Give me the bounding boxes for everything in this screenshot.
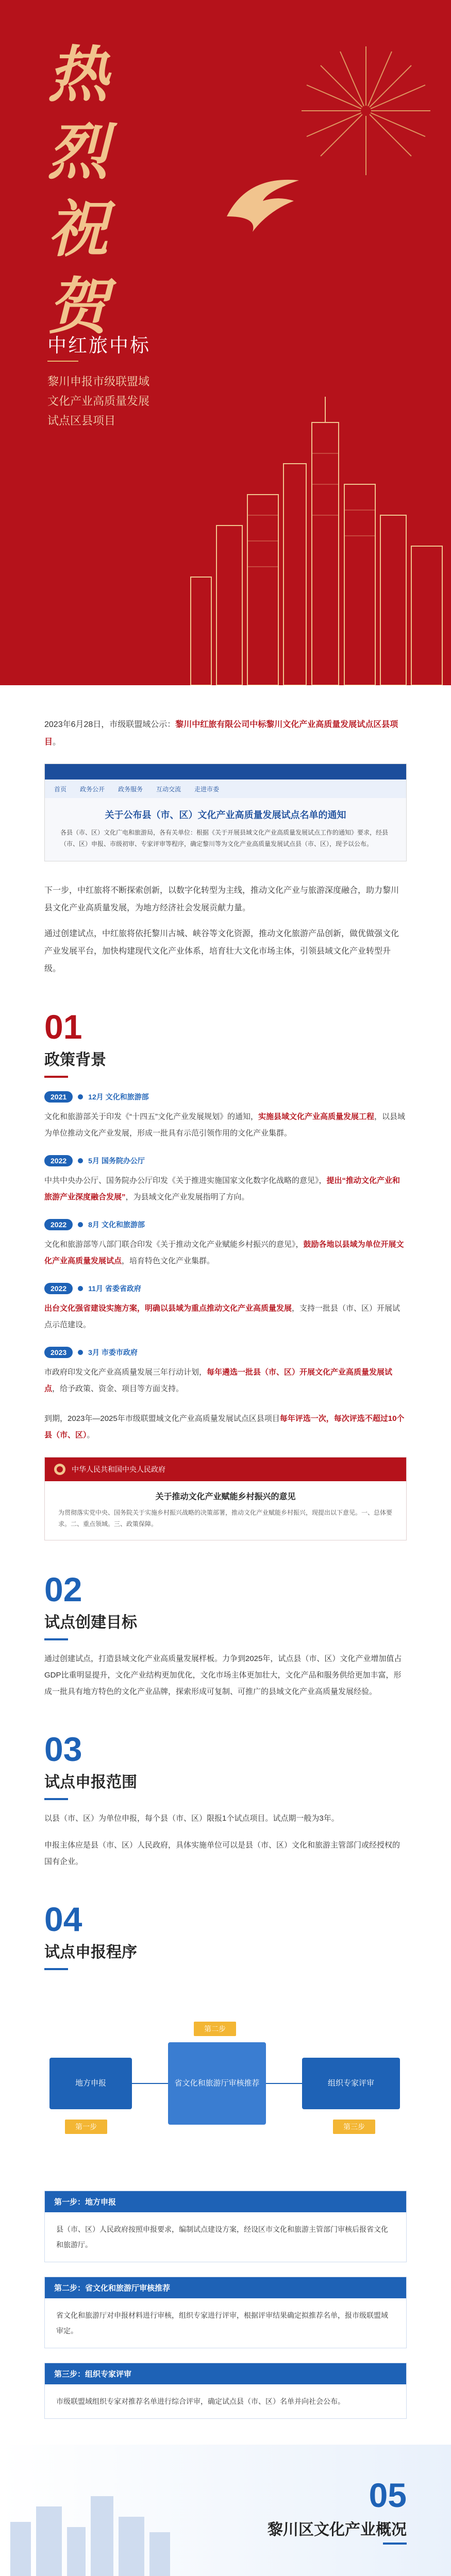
intro-lead: 2023年6月28日，市级联盟域公示： (44, 720, 176, 729)
step-label: 第一步 (65, 2120, 107, 2134)
skyline-illustration (0, 2476, 258, 2576)
gov-body (45, 1481, 406, 1540)
event-date: 5月 国务院办公厅 (88, 1157, 145, 1165)
timeline-dot-icon (78, 1222, 83, 1227)
intro-paragraph (0, 685, 451, 751)
gov-title: 关于推动文化产业赋能乡村振兴的意见 (155, 1493, 296, 1501)
event-year: 2022 (44, 1155, 73, 1166)
gov-doc-screenshot (44, 1457, 407, 1540)
event-text-red: 提出“推动文化产业和旅游产业深度融合发展” (44, 1176, 400, 1201)
event-text-pre: 市政府印发文化产业高质量发展三年行动计划， (44, 1368, 207, 1377)
section-title: 黎川区文化产业概况 (268, 2521, 407, 2538)
site-nav-item[interactable]: 政务公开 (80, 785, 105, 793)
section-title: 试点申报程序 (44, 1944, 137, 1961)
card-body: 省文化和旅游厅对申报材料进行审核，组织专家进行评审，根据评审结果确定拟推荐名单，报市级联盟域审定。 (56, 2311, 388, 2335)
notice-text: 各县（市、区）文化广电和旅游局，各有关单位：根据《关于开展县域文化产业高质量发展试点工作的通知》要求，经县（市、区）申报、市级初审、专家评审等程序，确定黎川等为文化产业高质量发展试点县（市、区），现予以公布。 (60, 829, 389, 848)
timeline-dot-icon (78, 1286, 83, 1291)
section-application-procedure (0, 1870, 451, 1970)
timeline-dot-icon (78, 1350, 83, 1355)
section-number: 02 (44, 1570, 82, 1608)
section-number: 01 (44, 1008, 82, 1046)
section-title: 政策背景 (44, 1052, 106, 1069)
timeline-event (44, 1091, 407, 1142)
procedure-step-1: 地方申报 (49, 2058, 132, 2109)
site-nav-item[interactable]: 首页 (54, 785, 67, 793)
section-title: 试点创建目标 (44, 1614, 137, 1631)
gov-header-text: 中华人民共和国中央人民政府 (72, 1465, 165, 1473)
event-text (44, 1300, 407, 1333)
hero-char: 烈 (47, 116, 109, 188)
event-text (44, 1173, 407, 1206)
hero-char: 祝 (47, 193, 109, 265)
procedure-card (44, 2363, 407, 2419)
step-label: 第二步 (194, 2022, 236, 2036)
event-date: 11月 省委省政府 (88, 1284, 141, 1293)
timeline-event (44, 1347, 407, 1397)
closing-post: 。 (87, 1431, 95, 1439)
site-top-bar (45, 764, 406, 779)
event-text-pre: 中共中央办公厅、国务院办公厅印发《关于推进实施国家文化数字化战略的意见》， (44, 1176, 327, 1185)
golden-dragon-logo-icon (216, 165, 309, 237)
event-text-red: 出台文化强省建设实施方案，明确以县域为重点推动文化产业高质量发展 (44, 1304, 292, 1313)
notice-screenshot (44, 764, 407, 861)
hero-char: 热 (47, 39, 109, 110)
card-body: 县（市、区）人民政府按照申报要求，编制试点建设方案，经设区市文化和旅游主管部门审核后报省文化和旅游厅。 (56, 2225, 388, 2249)
section-text: 申报主体应是县（市、区）人民政府，具体实施单位可以是县（市、区）文化和旅游主管部门或经授权的国有企业。 (44, 1841, 400, 1866)
event-date: 3月 市委市政府 (88, 1348, 138, 1357)
notice-body (45, 798, 406, 861)
procedure-card (44, 2277, 407, 2348)
procedure-step-2: 省文化和旅游厅审核推荐 (168, 2042, 266, 2125)
section-rule (44, 1076, 68, 1078)
event-year: 2021 (44, 1091, 73, 1103)
event-text (44, 1364, 407, 1397)
closing-pre: 到期，2023年—2025年市级联盟域文化产业高质量发展试点区县项目 (44, 1414, 280, 1423)
event-text-post: ，给予政策、资金、项目等方面支持。 (52, 1384, 184, 1393)
step-label: 第三步 (333, 2120, 375, 2134)
card-body: 市级联盟域组织专家对推荐名单进行综合评审，确定试点县（市、区）名单并向社会公布。 (56, 2397, 345, 2405)
event-text-red: 鼓励各地以县域为单位开展文化产业高质量发展试点 (44, 1240, 404, 1265)
event-text-post: ，支持一批县（市、区）开展试点示范建设。 (44, 1304, 400, 1329)
hero-sub-line: 试点区县项目 (47, 414, 116, 427)
site-nav-item[interactable]: 互动交流 (156, 785, 181, 793)
section-rule (44, 1638, 68, 1640)
event-year: 2022 (44, 1219, 73, 1230)
hero-sub-line: 文化产业高质量发展 (47, 395, 150, 408)
hero-title (47, 36, 120, 345)
intro-paragraph-3: 通过创建试点，中红旅将依托黎川古城、峡谷等文化资源，推动文化旅游产品创新，做优做强文化产业发展平台，加快构建现代文化产业体系，培育壮大文化市场主体，引领县域文化产业转型升级。 (44, 929, 399, 973)
section-rule (44, 1968, 68, 1970)
intro-tail: 。 (53, 738, 61, 747)
event-text-red: 实施县域文化产业高质量发展工程 (258, 1112, 375, 1121)
procedure-step-3: 组织专家评审 (302, 2058, 400, 2109)
event-text-pre: 文化和旅游部等八部门联合印发《关于推动文化产业赋能乡村振兴的意见》， (44, 1240, 304, 1249)
closing-red: 每年评选一次，每次评选不超过10个县（市、区） (44, 1414, 405, 1439)
hero-divider (47, 361, 78, 362)
event-text-post: ，培育特色文化产业集群。 (122, 1257, 215, 1265)
timeline-dot-icon (78, 1158, 83, 1163)
event-text-post: ，以县域为单位推动文化产业发展，形成一批具有示范引领作用的文化产业集群。 (44, 1112, 406, 1138)
section-text: 以县（市、区）为单位申报，每个县（市、区）限报1个试点项目。试点期一般为3年。 (44, 1814, 339, 1823)
section-number: 04 (44, 1900, 82, 1938)
hero-sub-lines (47, 372, 149, 431)
event-text (44, 1236, 407, 1269)
city-skyline-illustration (186, 392, 451, 685)
section-industry-overview-banner (0, 2445, 451, 2576)
event-date: 12月 文化和旅游部 (88, 1093, 149, 1101)
section-policy-background (0, 978, 451, 1444)
timeline-event (44, 1219, 407, 1269)
section-application-scope (0, 1700, 451, 1800)
procedure-diagram (44, 1991, 407, 2176)
intro-paragraph-2: 下一步，中红旅将不断探索创新，以数字化转型为主线，推动文化产业与旅游深度融合，助力黎川县文化产业高质量发展，为地方经济社会发展贡献力量。 (44, 886, 399, 912)
hero-sub-line: 黎川申报市级联盟域 (47, 375, 150, 388)
hero-subtitle: 中红旅中标 (47, 335, 151, 356)
timeline-event (44, 1283, 407, 1333)
event-text-post: ，为县域文化产业发展指明了方向。 (125, 1193, 249, 1201)
section-pilot-goal (0, 1540, 451, 1640)
event-text-red: 每年遴选一批县（市、区）开展文化产业高质量发展试点 (44, 1368, 393, 1393)
gov-header (45, 1458, 406, 1481)
notice-title: 关于公布县（市、区）文化产业高质量发展试点名单的通知 (105, 810, 346, 820)
national-emblem-icon (53, 1463, 66, 1476)
timeline-event (44, 1155, 407, 1206)
section-rule (44, 1798, 68, 1800)
site-nav (45, 779, 406, 798)
timeline-dot-icon (78, 1094, 83, 1099)
section-title: 试点申报范围 (44, 1774, 137, 1791)
card-header: 第二步：省文化和旅游厅审核推荐 (45, 2277, 406, 2298)
timeline-closing (44, 1411, 407, 1444)
event-year: 2023 (44, 1347, 73, 1358)
event-text (44, 1109, 407, 1142)
section-rule (383, 2543, 407, 2545)
firework-burst-icon (296, 41, 436, 180)
section-number: 05 (369, 2476, 407, 2514)
section-text: 通过创建试点，打造县域文化产业高质量发展样板。力争到2025年，试点县（市、区）文化产业增加值占GDP比重明显提升，文化产业结构更加优化，文化市场主体更加壮大，文化产品和服务供给更加丰富，形成一批具有地方特色的文化产业品牌，探索形成可复制、可推广的县域文化产业高质量发展经验。 (44, 1654, 402, 1696)
procedure-card (44, 2191, 407, 2262)
section-number: 03 (44, 1730, 82, 1768)
hero-char: 贺 (47, 270, 109, 342)
event-text-pre: 文化和旅游部关于印发《“十四五”文化产业发展规划》的通知， (44, 1112, 258, 1121)
card-header: 第三步：组织专家评审 (45, 2363, 406, 2384)
card-header: 第一步：地方申报 (45, 2191, 406, 2212)
hero-banner (0, 0, 451, 685)
event-date: 8月 文化和旅游部 (88, 1221, 145, 1229)
site-nav-item[interactable]: 走进市委 (194, 785, 220, 793)
site-nav-item[interactable]: 政务服务 (118, 785, 143, 793)
intro-highlight: 黎川中红旅有限公司中标黎川文化产业高质量发展试点区县项目 (44, 720, 398, 747)
gov-text: 为贯彻落实党中央、国务院关于实施乡村振兴战略的决策部署，推动文化产业赋能乡村振兴，现提出以下意见。一、总体要求。二、重点领域。三、政策保障。 (58, 1509, 393, 1528)
event-year: 2022 (44, 1283, 73, 1294)
